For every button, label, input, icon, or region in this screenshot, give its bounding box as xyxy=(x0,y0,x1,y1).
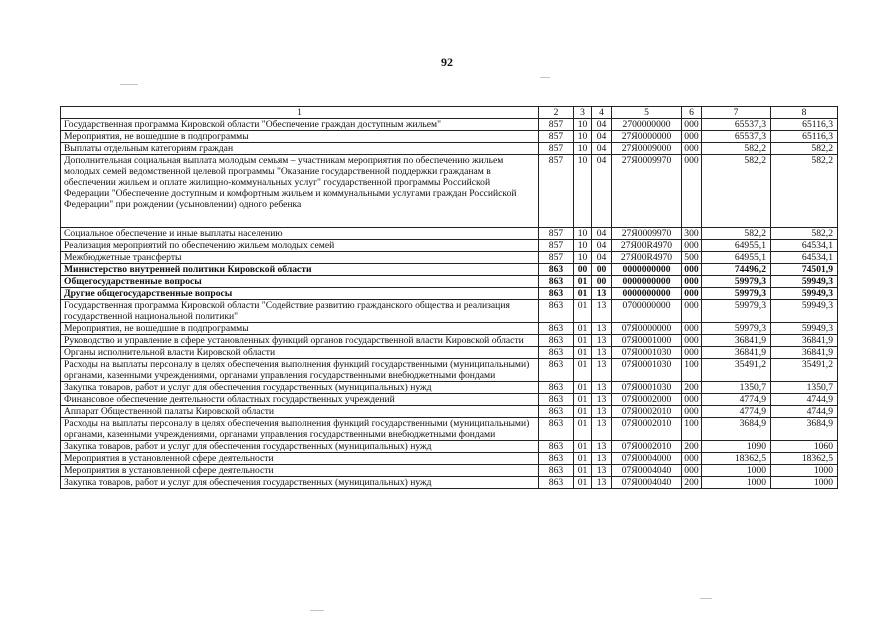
row-value-2021-cell: 74496,2 xyxy=(702,264,771,276)
row-value-2021-cell: 4774,9 xyxy=(702,406,771,418)
row-section-cell: 00 xyxy=(574,264,592,276)
row-section-cell: 01 xyxy=(574,347,592,359)
row-subsection-cell: 13 xyxy=(592,382,612,394)
table-row xyxy=(61,347,838,359)
row-value-2022-cell: 582,2 xyxy=(771,143,838,155)
row-target-cell: 0000000000 xyxy=(612,288,682,300)
row-subsection-cell: 13 xyxy=(592,288,612,300)
row-type-cell: 100 xyxy=(682,359,702,382)
row-value-2022-cell: 65116,3 xyxy=(771,119,838,131)
row-section-cell: 10 xyxy=(574,252,592,264)
row-type-cell: 000 xyxy=(682,276,702,288)
row-code-cell: 863 xyxy=(539,382,574,394)
row-code-cell: 863 xyxy=(539,359,574,382)
row-subsection-cell: 13 xyxy=(592,441,612,453)
row-value-2022-cell: 1060 xyxy=(771,441,838,453)
row-type-cell: 100 xyxy=(682,418,702,441)
row-section-cell: 10 xyxy=(574,143,592,155)
row-subsection-cell: 13 xyxy=(592,406,612,418)
row-section-cell: 01 xyxy=(574,394,592,406)
scan-artifact xyxy=(310,610,324,611)
row-section-cell: 10 xyxy=(574,119,592,131)
row-value-2022-cell: 59949,3 xyxy=(771,323,838,335)
row-type-cell: 000 xyxy=(682,264,702,276)
row-section-cell: 01 xyxy=(574,288,592,300)
row-value-2022-cell: 59949,3 xyxy=(771,288,838,300)
row-code-cell: 863 xyxy=(539,418,574,441)
row-code-cell: 857 xyxy=(539,155,574,228)
row-subsection-cell: 04 xyxy=(592,131,612,143)
row-subsection-cell: 13 xyxy=(592,453,612,465)
row-type-cell: 000 xyxy=(682,155,702,228)
row-type-cell: 000 xyxy=(682,335,702,347)
row-target-cell: 07Я0000000 xyxy=(612,323,682,335)
row-type-cell: 000 xyxy=(682,240,702,252)
row-name-cell: Выплаты отдельным категориям граждан xyxy=(61,143,539,155)
row-name-cell: Межбюджетные трансферты xyxy=(61,252,539,264)
row-value-2021-cell: 36841,9 xyxy=(702,347,771,359)
budget-table xyxy=(60,106,838,489)
row-section-cell: 01 xyxy=(574,418,592,441)
row-name-cell: Финансовое обеспечение деятельности областных государственных учреждений xyxy=(61,394,539,406)
row-code-cell: 863 xyxy=(539,276,574,288)
row-value-2021-cell: 1000 xyxy=(702,465,771,477)
header-cell: 4 xyxy=(592,107,612,119)
row-value-2021-cell: 3684,9 xyxy=(702,418,771,441)
row-subsection-cell: 00 xyxy=(592,264,612,276)
row-target-cell: 27Я00R4970 xyxy=(612,240,682,252)
row-section-cell: 01 xyxy=(574,453,592,465)
scan-artifact xyxy=(120,84,138,85)
page-number: 92 xyxy=(441,55,453,69)
table-row xyxy=(61,288,838,300)
row-code-cell: 863 xyxy=(539,477,574,489)
row-section-cell: 01 xyxy=(574,406,592,418)
table-row xyxy=(61,252,838,264)
row-section-cell: 10 xyxy=(574,155,592,228)
row-type-cell: 000 xyxy=(682,119,702,131)
row-code-cell: 857 xyxy=(539,228,574,240)
row-value-2022-cell: 4744,9 xyxy=(771,406,838,418)
row-target-cell: 2700000000 xyxy=(612,119,682,131)
row-section-cell: 01 xyxy=(574,359,592,382)
row-target-cell: 07Я0004000 xyxy=(612,453,682,465)
row-subsection-cell: 04 xyxy=(592,119,612,131)
row-value-2021-cell: 59979,3 xyxy=(702,300,771,323)
table-row xyxy=(61,300,838,323)
row-target-cell: 27Я0000000 xyxy=(612,131,682,143)
row-value-2021-cell: 582,2 xyxy=(702,143,771,155)
row-name-cell: Аппарат Общественной палаты Кировской области xyxy=(61,406,539,418)
row-type-cell: 300 xyxy=(682,228,702,240)
row-section-cell: 01 xyxy=(574,465,592,477)
row-target-cell: 07Я0001030 xyxy=(612,382,682,394)
row-section-cell: 01 xyxy=(574,276,592,288)
row-section-cell: 01 xyxy=(574,323,592,335)
row-name-cell: Руководство и управление в сфере установленных функций органов государственной власти Кировской области xyxy=(61,335,539,347)
row-target-cell: 07Я0002010 xyxy=(612,418,682,441)
row-name-cell: Расходы на выплаты персоналу в целях обеспечения выполнения функций государственными (муниципальными) органами, казенными учреждениями, органами управления государственными внебюджетными фондами xyxy=(61,418,539,441)
row-target-cell: 07Я0004040 xyxy=(612,477,682,489)
row-name-cell: Мероприятия, не вошедшие в подпрограммы xyxy=(61,323,539,335)
table-row xyxy=(61,382,838,394)
row-value-2021-cell: 64955,1 xyxy=(702,252,771,264)
row-value-2022-cell: 65116,3 xyxy=(771,131,838,143)
row-value-2022-cell: 64534,1 xyxy=(771,240,838,252)
row-name-cell: Мероприятия, не вошедшие в подпрограммы xyxy=(61,131,539,143)
row-value-2022-cell: 64534,1 xyxy=(771,252,838,264)
row-name-cell: Мероприятия в установленной сфере деятельности xyxy=(61,465,539,477)
row-value-2021-cell: 36841,9 xyxy=(702,335,771,347)
row-value-2022-cell: 35491,2 xyxy=(771,359,838,382)
header-row xyxy=(61,107,838,119)
row-value-2022-cell: 1000 xyxy=(771,477,838,489)
row-section-cell: 01 xyxy=(574,300,592,323)
row-value-2022-cell: 1000 xyxy=(771,465,838,477)
row-value-2022-cell: 582,2 xyxy=(771,155,838,228)
header-cell: 2 xyxy=(539,107,574,119)
row-name-cell: Государственная программа Кировской области "Содействие развитию гражданского общества и реализация государственной национальной политики" xyxy=(61,300,539,323)
row-subsection-cell: 13 xyxy=(592,359,612,382)
row-value-2022-cell: 1350,7 xyxy=(771,382,838,394)
row-code-cell: 863 xyxy=(539,264,574,276)
row-code-cell: 863 xyxy=(539,300,574,323)
row-value-2021-cell: 64955,1 xyxy=(702,240,771,252)
row-value-2022-cell: 582,2 xyxy=(771,228,838,240)
row-value-2021-cell: 59979,3 xyxy=(702,288,771,300)
table-row xyxy=(61,359,838,382)
row-subsection-cell: 13 xyxy=(592,335,612,347)
table-row xyxy=(61,441,838,453)
row-code-cell: 863 xyxy=(539,335,574,347)
row-subsection-cell: 04 xyxy=(592,143,612,155)
row-value-2021-cell: 582,2 xyxy=(702,155,771,228)
row-target-cell: 27Я0009970 xyxy=(612,228,682,240)
row-type-cell: 000 xyxy=(682,288,702,300)
row-section-cell: 10 xyxy=(574,228,592,240)
row-value-2022-cell: 74501,9 xyxy=(771,264,838,276)
row-target-cell: 0700000000 xyxy=(612,300,682,323)
row-name-cell: Дополнительная социальная выплата молодым семьям – участникам мероприятия по обеспечению жильем молодых семей ведомственной целевой программы "Оказание государственной поддержки гражданам в обеспечении жильем и оплате жилищно-коммунальных услуг" государственной программы Российской Федерации "Обеспечение доступным и комфортным жильем и коммунальными услугами граждан Российской Федерации" при рождении (усыновлении) одного ребенка xyxy=(61,155,539,228)
row-value-2021-cell: 35491,2 xyxy=(702,359,771,382)
row-value-2021-cell: 1000 xyxy=(702,477,771,489)
row-type-cell: 200 xyxy=(682,441,702,453)
row-code-cell: 857 xyxy=(539,240,574,252)
row-subsection-cell: 13 xyxy=(592,300,612,323)
row-code-cell: 863 xyxy=(539,465,574,477)
row-subsection-cell: 04 xyxy=(592,155,612,228)
row-target-cell: 27Я0009000 xyxy=(612,143,682,155)
row-value-2022-cell: 18362,5 xyxy=(771,453,838,465)
row-code-cell: 863 xyxy=(539,453,574,465)
row-name-cell: Расходы на выплаты персоналу в целях обеспечения выполнения функций государственными (муниципальными) органами, казенными учреждениями, органами управления государственными внебюджетными фондами xyxy=(61,359,539,382)
row-type-cell: 000 xyxy=(682,406,702,418)
row-target-cell: 07Я0002010 xyxy=(612,406,682,418)
row-type-cell: 000 xyxy=(682,300,702,323)
table-row xyxy=(61,228,838,240)
table-row xyxy=(61,276,838,288)
row-target-cell: 07Я0001030 xyxy=(612,347,682,359)
row-type-cell: 200 xyxy=(682,382,702,394)
table-row xyxy=(61,264,838,276)
row-section-cell: 10 xyxy=(574,240,592,252)
row-subsection-cell: 00 xyxy=(592,276,612,288)
row-subsection-cell: 13 xyxy=(592,465,612,477)
table-row xyxy=(61,240,838,252)
row-type-cell: 000 xyxy=(682,347,702,359)
row-name-cell: Министерство внутренней политики Кировской области xyxy=(61,264,539,276)
row-value-2021-cell: 18362,5 xyxy=(702,453,771,465)
row-type-cell: 000 xyxy=(682,323,702,335)
row-value-2022-cell: 59949,3 xyxy=(771,300,838,323)
row-section-cell: 01 xyxy=(574,335,592,347)
row-subsection-cell: 13 xyxy=(592,477,612,489)
row-value-2021-cell: 582,2 xyxy=(702,228,771,240)
row-code-cell: 857 xyxy=(539,131,574,143)
table-row xyxy=(61,465,838,477)
header-cell: 8 xyxy=(771,107,838,119)
row-subsection-cell: 13 xyxy=(592,323,612,335)
table-row xyxy=(61,323,838,335)
row-value-2022-cell: 36841,9 xyxy=(771,335,838,347)
row-code-cell: 857 xyxy=(539,119,574,131)
row-type-cell: 000 xyxy=(682,143,702,155)
row-value-2021-cell: 59979,3 xyxy=(702,276,771,288)
header-cell: 7 xyxy=(702,107,771,119)
row-type-cell: 000 xyxy=(682,131,702,143)
table-row xyxy=(61,477,838,489)
row-name-cell: Закупка товаров, работ и услуг для обеспечения государственных (муниципальных) нужд xyxy=(61,382,539,394)
row-code-cell: 857 xyxy=(539,143,574,155)
table-row xyxy=(61,119,838,131)
table-row xyxy=(61,394,838,406)
row-name-cell: Реализация мероприятий по обеспечению жильем молодых семей xyxy=(61,240,539,252)
row-code-cell: 863 xyxy=(539,406,574,418)
table-row xyxy=(61,155,838,228)
row-subsection-cell: 04 xyxy=(592,240,612,252)
row-value-2021-cell: 4774,9 xyxy=(702,394,771,406)
row-section-cell: 10 xyxy=(574,131,592,143)
row-type-cell: 000 xyxy=(682,453,702,465)
row-section-cell: 01 xyxy=(574,441,592,453)
scan-artifact xyxy=(540,77,550,78)
scan-artifact xyxy=(700,598,712,599)
row-target-cell: 07Я0002010 xyxy=(612,441,682,453)
row-value-2022-cell: 59949,3 xyxy=(771,276,838,288)
row-type-cell: 000 xyxy=(682,465,702,477)
row-value-2021-cell: 1090 xyxy=(702,441,771,453)
row-code-cell: 863 xyxy=(539,347,574,359)
row-code-cell: 863 xyxy=(539,441,574,453)
row-code-cell: 863 xyxy=(539,288,574,300)
row-section-cell: 01 xyxy=(574,477,592,489)
row-target-cell: 07Я0001000 xyxy=(612,335,682,347)
row-name-cell: Социальное обеспечение и иные выплаты населению xyxy=(61,228,539,240)
row-target-cell: 07Я0002000 xyxy=(612,394,682,406)
row-subsection-cell: 13 xyxy=(592,347,612,359)
row-value-2022-cell: 36841,9 xyxy=(771,347,838,359)
row-target-cell: 07Я0001030 xyxy=(612,359,682,382)
row-name-cell: Государственная программа Кировской области "Обеспечение граждан доступным жильем" xyxy=(61,119,539,131)
row-name-cell: Мероприятия в установленной сфере деятельности xyxy=(61,453,539,465)
row-target-cell: 0000000000 xyxy=(612,264,682,276)
row-value-2022-cell: 4744,9 xyxy=(771,394,838,406)
row-type-cell: 200 xyxy=(682,477,702,489)
header-cell: 1 xyxy=(61,107,539,119)
table-row xyxy=(61,335,838,347)
table-row xyxy=(61,143,838,155)
header-cell: 5 xyxy=(612,107,682,119)
row-value-2021-cell: 65537,3 xyxy=(702,131,771,143)
row-type-cell: 000 xyxy=(682,394,702,406)
row-code-cell: 863 xyxy=(539,394,574,406)
row-name-cell: Закупка товаров, работ и услуг для обеспечения государственных (муниципальных) нужд xyxy=(61,441,539,453)
row-type-cell: 500 xyxy=(682,252,702,264)
row-value-2021-cell: 65537,3 xyxy=(702,119,771,131)
row-target-cell: 07Я0004040 xyxy=(612,465,682,477)
row-value-2021-cell: 1350,7 xyxy=(702,382,771,394)
row-name-cell: Органы исполнительной власти Кировской области xyxy=(61,347,539,359)
table-row xyxy=(61,131,838,143)
row-subsection-cell: 13 xyxy=(592,418,612,441)
row-code-cell: 863 xyxy=(539,323,574,335)
row-value-2021-cell: 59979,3 xyxy=(702,323,771,335)
row-name-cell: Другие общегосударственные вопросы xyxy=(61,288,539,300)
row-target-cell: 27Я00R4970 xyxy=(612,252,682,264)
header-cell: 3 xyxy=(574,107,592,119)
table-row xyxy=(61,418,838,441)
header-cell: 6 xyxy=(682,107,702,119)
table-row xyxy=(61,453,838,465)
row-subsection-cell: 13 xyxy=(592,394,612,406)
row-subsection-cell: 04 xyxy=(592,252,612,264)
table-row xyxy=(61,406,838,418)
row-code-cell: 857 xyxy=(539,252,574,264)
row-value-2022-cell: 3684,9 xyxy=(771,418,838,441)
row-target-cell: 0000000000 xyxy=(612,276,682,288)
row-name-cell: Общегосударственные вопросы xyxy=(61,276,539,288)
row-section-cell: 01 xyxy=(574,382,592,394)
row-name-cell: Закупка товаров, работ и услуг для обеспечения государственных (муниципальных) нужд xyxy=(61,477,539,489)
row-subsection-cell: 04 xyxy=(592,228,612,240)
row-target-cell: 27Я0009970 xyxy=(612,155,682,228)
